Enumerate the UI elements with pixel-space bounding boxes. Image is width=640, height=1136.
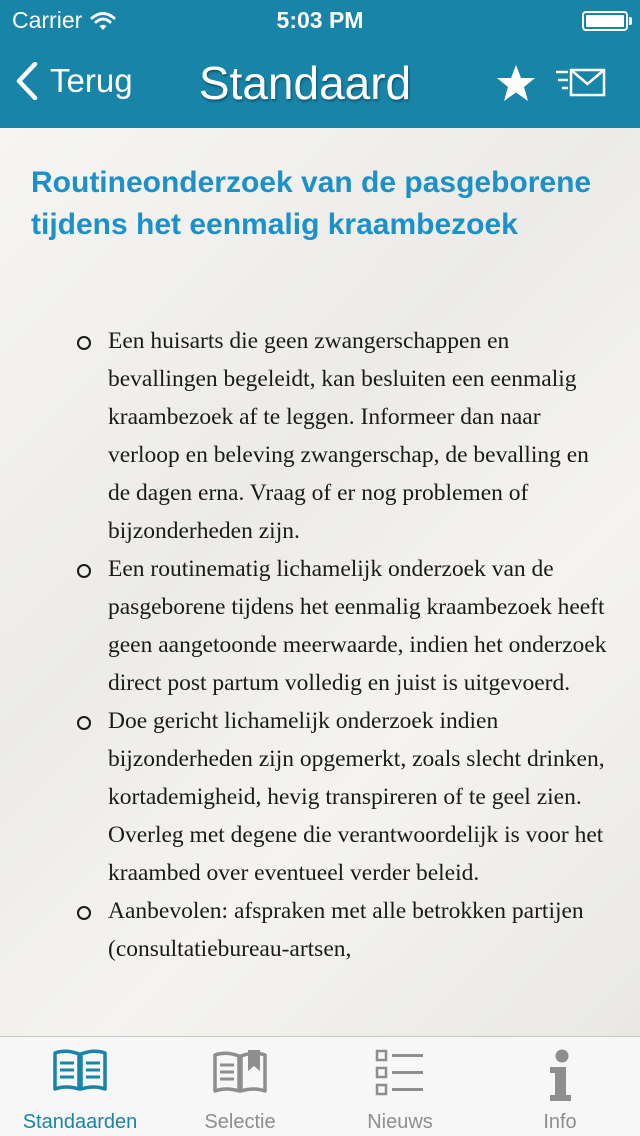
status-bar — [0, 0, 640, 40]
page-title: Standaard — [198, 57, 412, 109]
list-item: Een huisarts die geen zwangerschappen en bevallingen begeleidt, kan besluiten een eenmalig kraambezoek af te leggen. Informeer dan naar verloop en beleving zwangerschap, de bevalling en de dagen erna. Vraag of er nog problemen of bijzonderheden zijn. — [70, 322, 610, 550]
tab-standaarden[interactable] — [0, 1037, 160, 1136]
battery-icon — [582, 11, 628, 31]
list-item: Een routinematig lichamelijk onderzoek van de pasgeborene tijdens het eenmalig kraambezoek heeft geen aangetoonde meerwaarde, indien het onderzoek direct post partum volledig en juist is uitgevoerd. — [70, 550, 610, 702]
tab-label: Standaarden — [22, 1111, 138, 1133]
tab-label: Selectie — [204, 1111, 276, 1133]
list-item: Doe gericht lichamelijk onderzoek indien bijzonderheden zijn opgemerkt, zoals slecht drinken, kortademigheid, hevig transpireren of te geel zien. Overleg met degene die verantwoordelijk is voor het kraambed over eventueel verder beleid. — [70, 702, 610, 892]
status-time: 5:03 PM — [276, 7, 364, 33]
bookmark-book-icon — [212, 1049, 268, 1095]
back-label: Terug — [50, 62, 133, 99]
article-heading: Routineonderzoek van de pasgeborene tijdens het eenmalig kraambezoek — [31, 166, 592, 241]
tab-info[interactable] — [480, 1037, 640, 1136]
tab-selectie[interactable] — [160, 1037, 320, 1136]
bullet-list — [70, 322, 610, 968]
star-icon[interactable] — [496, 64, 536, 102]
mail-icon[interactable] — [554, 68, 606, 98]
list-icon — [375, 1049, 425, 1097]
book-icon — [52, 1049, 108, 1093]
list-item: Aanbevolen: afspraken met alle betrokken partijen (consultatiebureau-artsen, — [70, 892, 610, 968]
info-icon — [545, 1049, 575, 1103]
tab-label: Info — [543, 1111, 577, 1133]
article-content[interactable] — [0, 128, 640, 1036]
carrier-label: Carrier — [12, 7, 83, 33]
tab-nieuws[interactable] — [320, 1037, 480, 1136]
tab-bar — [0, 1036, 640, 1136]
tab-label: Nieuws — [367, 1111, 433, 1133]
header — [0, 0, 640, 128]
navigation-bar — [0, 40, 640, 128]
